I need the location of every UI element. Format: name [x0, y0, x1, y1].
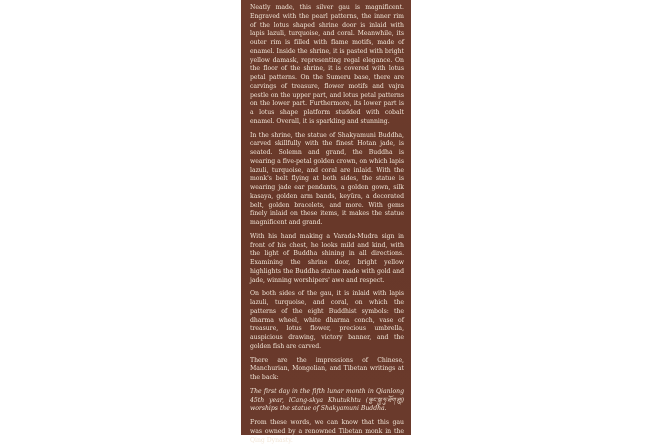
paragraph-inscriptions-intro: There are the impressions of Chinese, Manchurian, Mongolian, and Tibetan writings at the back:: [250, 356, 404, 381]
description-panel: [241, 0, 411, 444]
paragraph-conclusion: From these words, we can know that this gau was owned by a renowned Tibetan monk in the Qing Dynasty.: [250, 419, 404, 444]
paragraph-buddha-statue: In the shrine, the statue of Shakyamuni Buddha, carved skillfully with the finest Hotan jade, is seated. Solemn and grand, the Buddha is wearing a five-petal golden crown, on which lapis lazuli, turquoise, and coral are inlaid. With the monk's belt flying at both sides, the statue is wearing jade ear pendants, a golden gown, silk kasaya, golden arm bands, keyūra, a decorated belt, golden bracelets, and more. With gems finely inlaid on these items, it makes the statue magnificent and grand.: [250, 131, 404, 226]
paragraph-inscription-quote: The first day in the fifth lunar month in Qianlong 45th year, lCang-skya Khutukhtu (ལྕང་སྐྱ་ཧུ་ཐོག་ཐུ།) worships the statue of Shakyamuni Buddha.: [250, 387, 404, 413]
paragraph-eight-symbols: On both sides of the gau, it is inlaid with lapis lazuli, turquoise, and coral, on which the patterns of the eight Buddhist symbols: the dharma wheel, white dharma conch, vase of treasure, lotus flower, precious umbrella, auspicious drawing, victory banner, and the golden fish are carved.: [250, 290, 404, 350]
paragraph-varada-mudra: With his hand making a Varada-Mudra sign in front of his chest, he looks mild and kind, with the light of Buddha shining in all directions. Examining the shrine door, bright yellow highlights the Buddha statue made with gold and jade, winning worshipers' awe and respect.: [250, 232, 404, 284]
paragraph-gau-description: Neatly made, this silver gau is magnificent. Engraved with the pearl patterns, the inner rim of the lotus shaped shrine door is inlaid with lapis lazuli, turquoise, and coral. Meanwhile, its outer rim is filled with flame motifs, made of enamel. Inside the shrine, it is pasted with bright yellow damask, representing regal elegance. On the floor of the shrine, it is covered with lotus petal patterns. On the Sumeru base, there are carvings of treasure, flower motifs and vajra pestle on the upper part, and lotus petal patterns on the lower part. Furthermore, its lower part is a lotus shape platform studded with cobalt enamel. Overall, it is sparkling and stunning.: [250, 4, 404, 125]
